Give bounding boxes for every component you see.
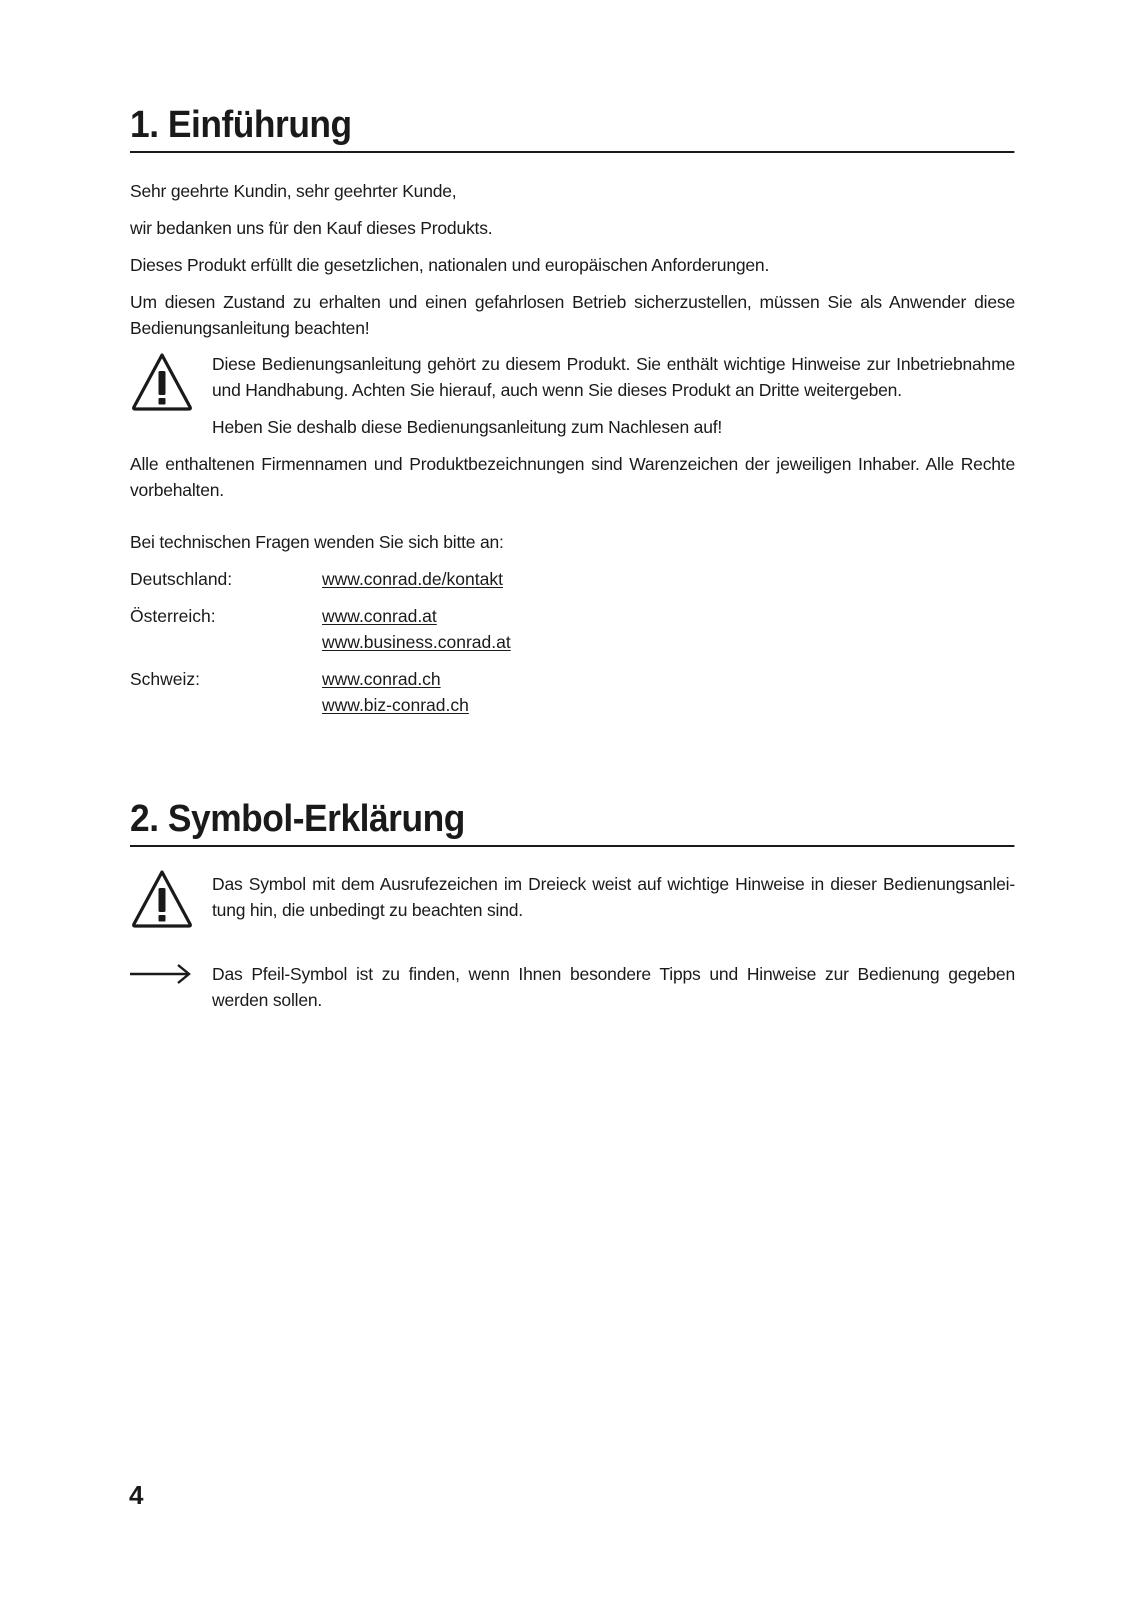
page-number: 4 — [129, 1480, 144, 1510]
contact-country: Österreich: — [130, 606, 216, 626]
warning-icon-cell — [130, 871, 212, 935]
contact-country: Schweiz: — [130, 669, 201, 689]
section-2-body — [130, 871, 1015, 1013]
warning-icon-cell — [130, 351, 212, 440]
contact-link[interactable]: www.conrad.de/kontakt — [322, 569, 503, 589]
contact-links — [322, 603, 511, 655]
symbol-warning-row — [130, 871, 1015, 935]
contact-link[interactable]: www.biz-conrad.ch — [322, 695, 469, 715]
contact-links — [322, 566, 503, 592]
contact-links — [322, 666, 469, 718]
section-2-heading: 2. Symbol-Erklärung — [130, 798, 1015, 847]
arrow-icon-cell — [130, 961, 212, 1013]
greeting-paragraph: Sehr geehrte Kundin, sehr geehrter Kunde, — [130, 181, 457, 201]
warning-symbol-text-cell — [212, 871, 1015, 935]
warning-paragraph-1: Diese Bedienungsanleitung gehört zu diesem Produkt. Sie enthält wichtige Hinweise zur Inbetriebnahme und Handhabung. Achten Sie hierauf, auch wenn Sie dieses Produkt an Dritte weitergeben. — [212, 354, 1015, 400]
symbol-arrow-row — [130, 961, 1015, 1013]
section-1-body — [130, 178, 1015, 718]
compliance-paragraph: Dieses Produkt erfüllt die gesetzlichen, nationalen und europäischen Anforderungen. — [130, 255, 770, 275]
section-introduction — [130, 104, 1015, 153]
warning-note — [130, 351, 1015, 440]
contact-link[interactable]: www.conrad.ch — [322, 669, 441, 689]
warning-symbol-description: Das Symbol mit dem Ausrufezeichen im Dreieck weist auf wichtige Hinweise in dieser Bedienungsanlei-tung hin, die unbedingt zu beachten sind. — [212, 874, 1015, 920]
contact-link[interactable]: www.business.conrad.at — [322, 632, 511, 652]
arrow-right-icon — [130, 961, 194, 987]
arrow-symbol-description: Das Pfeil-Symbol ist zu finden, wenn Ihnen besondere Tipps und Hinweise zur Bedienung gegeben werden sollen. — [212, 964, 1015, 1010]
arrow-symbol-text-cell — [212, 961, 1015, 1013]
contact-table — [130, 566, 1015, 718]
contact-country: Deutschland: — [130, 569, 233, 589]
contact-row-switzerland — [130, 666, 1015, 718]
contact-row-austria — [130, 603, 1015, 655]
contact-link[interactable]: www.conrad.at — [322, 606, 437, 626]
instruction-paragraph: Um diesen Zustand zu erhalten und einen gefahrlosen Betrieb sicherzustellen, müssen Sie als Anwender diese Bedienungsanleitung beachten! — [130, 292, 1015, 338]
thanks-paragraph: wir bedanken uns für den Kauf dieses Produkts. — [130, 218, 493, 238]
section-1-heading: 1. Einführung — [130, 104, 1015, 153]
section-symbols — [130, 798, 1015, 847]
warning-triangle-icon — [130, 868, 194, 930]
contact-intro: Bei technischen Fragen wenden Sie sich bitte an: — [130, 532, 504, 552]
contact-row-germany — [130, 566, 1015, 592]
warning-triangle-icon — [130, 351, 194, 413]
warning-text-cell — [212, 351, 1015, 440]
warning-paragraph-2: Heben Sie deshalb diese Bedienungsanleitung zum Nachlesen auf! — [212, 417, 723, 437]
trademark-paragraph: Alle enthaltenen Firmennamen und Produktbezeichnungen sind Warenzeichen der jeweiligen Inhaber. Alle Rechte vorbehalten. — [130, 454, 1015, 500]
